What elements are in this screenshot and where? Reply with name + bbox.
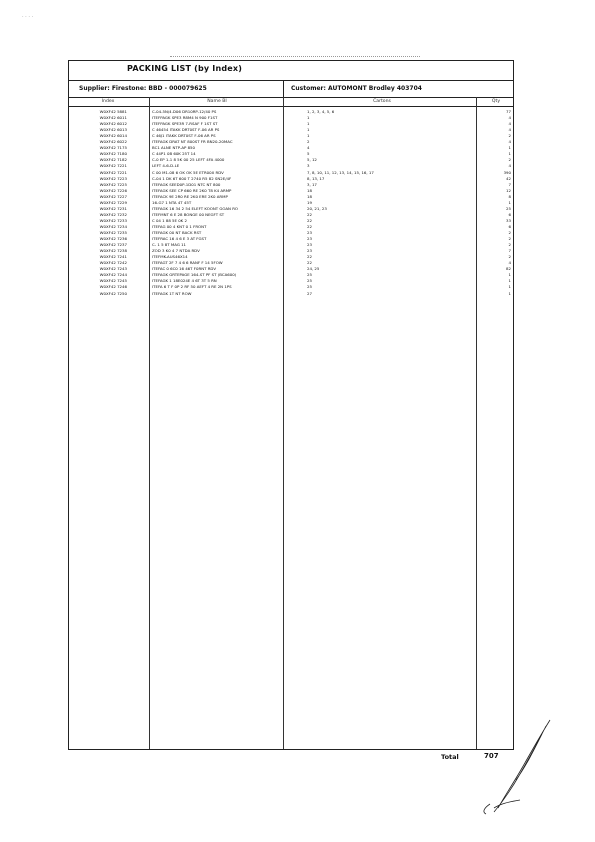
row-index: W0XF42 7234 (99, 223, 127, 229)
row-cartons: 3 (307, 163, 310, 169)
row-qty: 1 (508, 284, 511, 290)
row-cartons: 2 (307, 139, 310, 145)
row-index: W0XF42 7238 (99, 248, 127, 254)
row-qty: 4 (508, 163, 511, 169)
row-cartons: 3, 17 (307, 181, 317, 187)
row-qty: 1 (508, 199, 511, 205)
row-index: W0XF42 7246 (99, 284, 127, 290)
row-name: 16-G7 1 NTA 4T 45T (152, 199, 192, 205)
column-header-index: Index (101, 99, 115, 104)
signature-scribble (480, 716, 560, 816)
row-cartons: 4 (307, 145, 310, 151)
row-name: ITEFAGK DRAT NT 800ST FR BN20-20MAC (152, 139, 233, 145)
row-cartons: 25 (307, 284, 312, 290)
row-name: C 00 M1-08 6 OK OK 5E ETR00X RDV (152, 169, 224, 175)
row-name: ITEFAGK 16 34 2 54 ELEFT KOONT GOAN RO (152, 205, 238, 211)
row-index: W0XF42 7233 (99, 217, 127, 223)
row-index: W0XF42 7245 (99, 278, 127, 284)
row-qty: 2 (508, 157, 511, 163)
row-cartons: 23 (307, 242, 312, 248)
row-qty: 1 (508, 145, 511, 151)
row-name: ITEFRAC 16 4 6 E 3 AT FGST (152, 236, 207, 242)
row-name: C 46454 ITAKK DRT0ST F-06 AR PS (152, 127, 220, 133)
row-cartons: 22 (307, 223, 312, 229)
row-name: ITEFAGK SEE CP 660 RE 2K0 T8 K4 ARMP (152, 187, 232, 193)
row-cartons: 23 (307, 230, 312, 235)
row-name: C 04 1 88 5E 0K 2 (152, 217, 187, 223)
total-label: Total (441, 753, 459, 761)
row-index: W0XF42 7226 (99, 187, 127, 193)
row-cartons: 5 (307, 151, 310, 157)
row-index: W0XF42 7250 (99, 290, 127, 296)
row-index: W0XF42 7225 (99, 181, 127, 187)
row-index: W0XF42 6013 (99, 127, 127, 133)
row-index: W0XF42 7180 (99, 151, 127, 157)
row-cartons: 22 (307, 260, 312, 266)
row-index: W0XF42 6014 (99, 133, 127, 139)
fax-header-rule (170, 56, 420, 57)
row-index: W0XF42 7231 (99, 205, 127, 211)
row-cartons: 22 (307, 211, 312, 217)
row-qty: 4 (508, 115, 511, 121)
row-name: C-04-5N/4.D06 DR10RP-12/40 PS (152, 109, 217, 114)
row-name: C- 1 5 8T MAG 11 (152, 242, 187, 248)
row-index: W0XF42 7227 (99, 193, 127, 199)
column-header-qty: Qty (491, 99, 501, 104)
row-qty: 42 (506, 175, 511, 181)
row-name: ITEFACK 9E 2R0 RE 2K0 ERE 2K0 ARMP (152, 193, 228, 199)
row-qty: 2 (508, 236, 511, 242)
row-name: ITEFAGK 00 NT BACK RST (152, 230, 202, 235)
row-qty: 4 (508, 127, 511, 133)
row-qty: 6 (508, 223, 511, 229)
row-qty: 1 (508, 278, 511, 284)
table-row (69, 291, 513, 297)
row-name: ITEFAC 0 6C0 16 46T F0RNT RDV (152, 266, 217, 272)
row-name: ITEFAG 00 4 KNT 0 1 FRONT (152, 223, 207, 229)
row-cartons: 1 (307, 115, 310, 121)
row-name: ITEFPAGK SPE3 R8M4 N 900 F1ST (152, 115, 218, 121)
row-cartons: 1, 2, 3, 4, 5, 6 (307, 109, 335, 114)
row-name: C 46J1 ITAKK DRT0ST F-06 AR PS (152, 133, 216, 139)
row-cartons: 19 (307, 199, 312, 205)
row-qty: 390 (503, 169, 511, 175)
row-qty: 12 (506, 187, 511, 193)
row-name: C-0 EP 1-1 8 5K 00 25 LEFT 4FA 4000 (152, 157, 225, 163)
row-qty: 7 (508, 248, 511, 254)
row-index: W0XF42 7182 (99, 157, 127, 163)
row-index: W0XF42 7237 (99, 242, 127, 248)
row-index: W0XF42 7243 (99, 266, 127, 272)
row-index: W0XF42 7235 (99, 230, 127, 235)
row-index: W0XF42 7236 (99, 236, 127, 242)
row-index: W0XF42 7232 (99, 211, 127, 217)
row-name: ITEFAGT 2F 7 4 6 6 RANF F 14 5FOW (152, 260, 223, 266)
row-index: W0XF42 7175 (99, 145, 127, 151)
row-index: W0XF42 7221 (99, 169, 127, 175)
row-cartons: 1 (307, 121, 310, 127)
row-name: C 44P1 0B 60K 25T 14 (152, 151, 196, 157)
row-qty: 1 (508, 290, 511, 296)
row-cartons: 20, 21, 23 (307, 205, 327, 211)
row-cartons: 25 (307, 278, 312, 284)
row-cartons: 18 (307, 187, 312, 193)
column-header-cartons: Cartons (373, 99, 391, 104)
row-qty: 4 (508, 260, 511, 266)
row-qty: 2 (508, 254, 511, 260)
row-qty: 1 (508, 151, 511, 157)
row-index: W0XF42 7221 (99, 163, 127, 169)
row-name: C-04 1 DK 6T 600 T 2740 R5 82 SN2E/4F (152, 175, 232, 181)
row-qty: 6 (508, 211, 511, 217)
row-cartons: 18 (307, 193, 312, 199)
row-name: ITEFMNT 6 E 28 BONGE 00 NEGFT ST (152, 211, 225, 217)
row-name: ITEFAGK 1 18E024E 4 6T 3T 5 RN (152, 278, 217, 284)
row-index: W0XF42 7229 (99, 199, 127, 205)
corner-marks: · · · · (22, 14, 34, 20)
row-qty: 1 (508, 272, 511, 278)
row-name: LEFT 4-6-D-LE (152, 163, 180, 169)
title-divider (69, 80, 513, 81)
row-qty: 7 (508, 181, 511, 187)
row-cartons: 5, 12 (307, 157, 317, 163)
row-name: ITEFPAGK SPE3R 7-RSAF F 1ST ST (152, 121, 218, 127)
row-qty: 25 (506, 205, 511, 211)
row-cartons: 22 (307, 254, 312, 260)
row-name: ZOD 3 K0 4 7 NTDA RDV (152, 248, 200, 254)
row-qty: 2 (508, 230, 511, 235)
row-name: ITEFAGK GRTEPAGE 164-ST PF ST (BCA600) (152, 272, 237, 278)
row-index: W0XF42 7244 (99, 272, 127, 278)
row-cartons: 23 (307, 236, 312, 242)
header-divider (69, 97, 513, 98)
row-name: ITEFA 6 T F 0P 2 RF 50 AEFT 4 RE 2N 1PS (152, 284, 232, 290)
row-index: W0XF42 6011 (99, 115, 127, 121)
row-name: ITEFAGK 1T NT ROW (152, 290, 192, 296)
column-header-name: Name BI (207, 99, 227, 104)
row-cartons: 1 (307, 133, 310, 139)
row-name: ITEFMK-AUS46X14 (152, 254, 188, 260)
row-index: W0XF42 6022 (99, 139, 127, 145)
row-cartons: 23 (307, 248, 312, 254)
total-value: 707 (484, 752, 499, 760)
row-qty: 4 (508, 139, 511, 145)
row-cartons: 25 (307, 272, 312, 278)
page-title: PACKING LIST (by Index) (127, 64, 243, 73)
row-name: ITEFAGK SEED0P-1D01 NTC NT 800 (152, 181, 221, 187)
row-qty: 2 (508, 242, 511, 248)
row-cartons: 8, 13, 17 (307, 175, 325, 181)
row-index: W0XF42 6012 (99, 121, 127, 127)
row-index: W0XF42 5881 (99, 109, 127, 114)
row-index: W0XF42 7241 (99, 254, 127, 260)
row-qty: 82 (506, 266, 511, 272)
row-cartons: 22 (307, 217, 312, 223)
row-qty: 33 (506, 217, 511, 223)
customer-label: Customer: AUTOMONT Brodley 403704 (291, 85, 422, 92)
row-cartons: 24, 25 (307, 266, 320, 272)
row-qty: 2 (508, 133, 511, 139)
row-name: BC1 ALNE NTP-AP 850 (152, 145, 195, 151)
packing-list-table (68, 60, 514, 750)
row-qty: 8 (508, 193, 511, 199)
row-qty: 77 (506, 109, 511, 114)
header-split-line (283, 80, 284, 97)
row-cartons: 27 (307, 290, 312, 296)
row-index: W0XF42 7223 (99, 175, 127, 181)
row-index: W0XF42 7242 (99, 260, 127, 266)
row-qty: 4 (508, 121, 511, 127)
row-cartons: 7, 8, 10, 11, 12, 13, 14, 15, 16, 17 (307, 169, 374, 175)
column-header-divider (69, 106, 513, 107)
row-cartons: 1 (307, 127, 310, 133)
supplier-label: Supplier: Firestone: BBD - 000079625 (79, 85, 207, 92)
